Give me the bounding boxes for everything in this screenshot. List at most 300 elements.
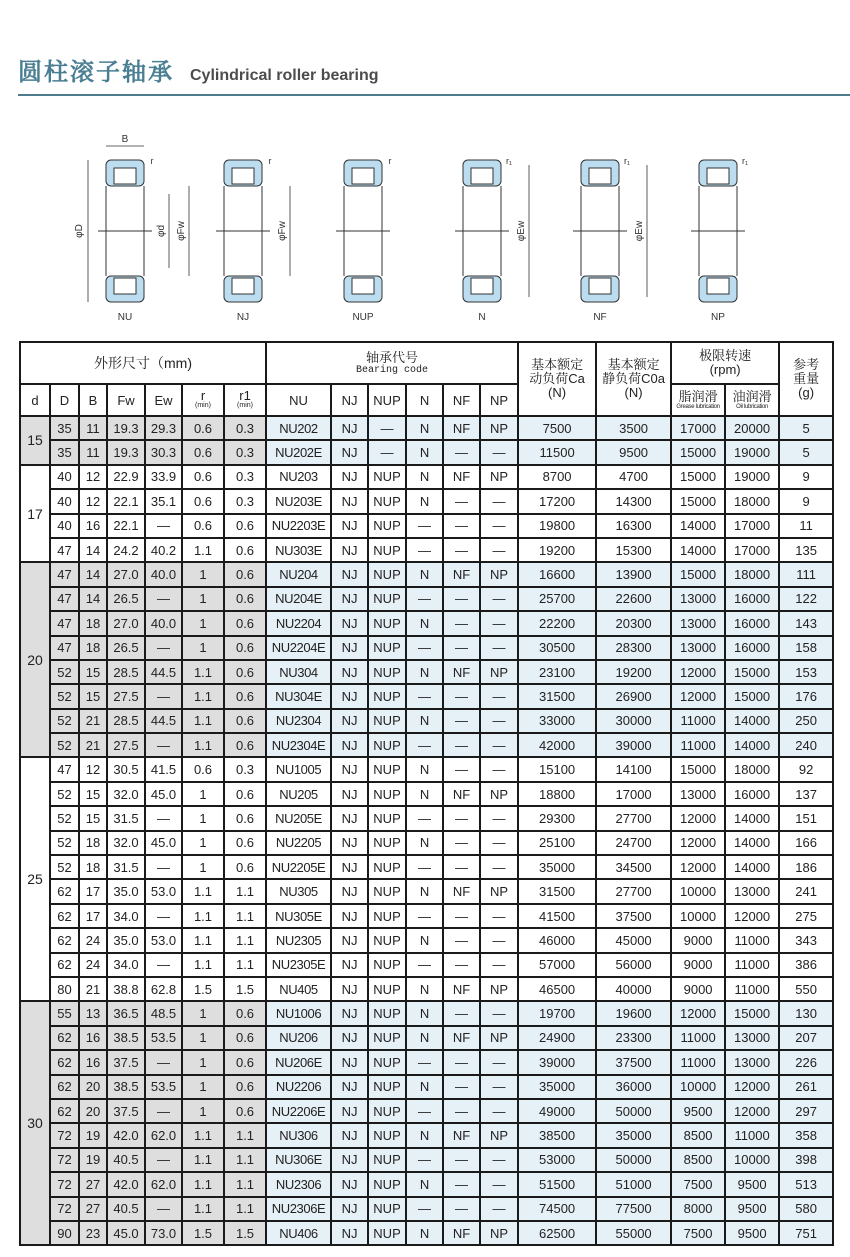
cell-B: 15: [79, 782, 107, 806]
cell-grease-speed: 13000: [671, 587, 725, 611]
cell-NUP: NUP: [368, 928, 406, 952]
cell-grease-speed: 8500: [671, 1123, 725, 1147]
cell-N: N: [406, 1001, 443, 1025]
cell-NUP: NUP: [368, 806, 406, 830]
cell-NU: NU304: [266, 660, 331, 684]
cell-Ew: —: [145, 1148, 182, 1172]
table-row: [20, 709, 833, 733]
cell-NJ: NJ: [331, 562, 368, 586]
cell-NF: NF: [443, 1221, 480, 1245]
table-row: [20, 1221, 833, 1245]
cell-D: 62: [50, 1050, 79, 1074]
cell-weight: 5: [779, 416, 833, 440]
cell-Fw: 35.0: [107, 928, 145, 952]
cell-weight: 241: [779, 879, 833, 903]
cell-oil-speed: 16000: [725, 782, 779, 806]
title-english: Cylindrical roller bearing: [190, 67, 379, 84]
cell-Ca: 46000: [518, 928, 596, 952]
cell-r: 1: [182, 1001, 224, 1025]
cell-B: 14: [79, 587, 107, 611]
title-chinese: 圆柱滚子轴承: [18, 58, 174, 86]
cell-Fw: 26.5: [107, 636, 145, 660]
cell-NP: —: [480, 757, 518, 781]
cell-C0a: 4700: [596, 465, 671, 489]
cell-C0a: 36000: [596, 1075, 671, 1099]
cell-NU: NU303E: [266, 538, 331, 562]
cell-grease-speed: 10000: [671, 879, 725, 903]
cell-NU: NU2304: [266, 709, 331, 733]
cell-D: 72: [50, 1197, 79, 1221]
cell-NU: NU203: [266, 465, 331, 489]
cell-C0a: 9500: [596, 440, 671, 464]
cell-grease-speed: 9500: [671, 1099, 725, 1123]
cell-r: 1.1: [182, 1172, 224, 1196]
cell-Ew: 45.0: [145, 831, 182, 855]
cell-C0a: 15300: [596, 538, 671, 562]
cell-NF: —: [443, 757, 480, 781]
table-row: [20, 806, 833, 830]
header-weight-line2: 重量: [793, 371, 820, 386]
cell-r1: 0.6: [224, 587, 266, 611]
cell-r: 1: [182, 562, 224, 586]
cell-NUP: NUP: [368, 855, 406, 879]
cell-r: 1: [182, 855, 224, 879]
cell-B: 27: [79, 1197, 107, 1221]
cell-r: 0.6: [182, 440, 224, 464]
diagram-nu-width-label: B: [121, 134, 129, 145]
cell-r1: 0.3: [224, 757, 266, 781]
cell-weight: 186: [779, 855, 833, 879]
cell-NU: NU202E: [266, 440, 331, 464]
col-grease-en: Grease lubrication: [676, 403, 720, 410]
table-row: [20, 757, 833, 781]
cell-NU: NU205: [266, 782, 331, 806]
cell-oil-speed: 18000: [725, 757, 779, 781]
cell-r: 1: [182, 611, 224, 635]
cell-Ca: 35000: [518, 1075, 596, 1099]
cell-NUP: NUP: [368, 684, 406, 708]
cell-weight: 135: [779, 538, 833, 562]
cell-Fw: 38.5: [107, 1026, 145, 1050]
cell-weight: 137: [779, 782, 833, 806]
table-row: [20, 684, 833, 708]
cell-NP: NP: [480, 977, 518, 1001]
diagram-n-corner-label: r₁: [505, 156, 513, 166]
diagram-nf-roller-top: [589, 168, 611, 184]
cell-Fw: 36.5: [107, 1001, 145, 1025]
cell-D: 52: [50, 684, 79, 708]
cell-Ew: 30.3: [145, 440, 182, 464]
cell-NJ: NJ: [331, 782, 368, 806]
cell-NUP: NUP: [368, 709, 406, 733]
cell-oil-speed: 20000: [725, 416, 779, 440]
cell-Ca: 74500: [518, 1197, 596, 1221]
cell-B: 24: [79, 928, 107, 952]
cell-NF: —: [443, 928, 480, 952]
diagram-n-roller-bottom: [471, 278, 493, 294]
cell-D: 72: [50, 1172, 79, 1196]
cell-r1: 0.6: [224, 684, 266, 708]
cell-grease-speed: 13000: [671, 611, 725, 635]
cell-N: —: [406, 1050, 443, 1074]
cell-D: 62: [50, 1075, 79, 1099]
cell-Ew: —: [145, 1197, 182, 1221]
cell-D: 62: [50, 1026, 79, 1050]
cell-N: —: [406, 806, 443, 830]
cell-N: —: [406, 514, 443, 538]
cell-oil-speed: 17000: [725, 538, 779, 562]
cell-B: 16: [79, 1050, 107, 1074]
cell-NJ: NJ: [331, 831, 368, 855]
cell-Ew: —: [145, 587, 182, 611]
cell-r: 0.6: [182, 465, 224, 489]
cell-NU: NU2205E: [266, 855, 331, 879]
cell-r: 1: [182, 636, 224, 660]
diagram-nu-fw-label: φFw: [176, 221, 187, 241]
cell-Ca: 23100: [518, 660, 596, 684]
cell-Ca: 11500: [518, 440, 596, 464]
col-Fw: Fw: [107, 384, 145, 416]
table-row: [20, 660, 833, 684]
cell-NP: NP: [480, 660, 518, 684]
cell-Fw: 40.5: [107, 1148, 145, 1172]
cell-r: 1.1: [182, 684, 224, 708]
cell-B: 21: [79, 709, 107, 733]
cell-Ca: 31500: [518, 684, 596, 708]
cell-C0a: 23300: [596, 1026, 671, 1050]
cell-Ew: —: [145, 806, 182, 830]
col-r1-min: (min): [237, 402, 253, 409]
cell-C0a: 20300: [596, 611, 671, 635]
table-row: [20, 1026, 833, 1050]
diagram-np-label: NP: [711, 312, 725, 323]
cell-Ew: 44.5: [145, 660, 182, 684]
cell-r1: 0.6: [224, 733, 266, 757]
table-row: [20, 416, 833, 440]
cell-NJ: NJ: [331, 1197, 368, 1221]
cell-NF: NF: [443, 782, 480, 806]
cell-Fw: 32.0: [107, 831, 145, 855]
cell-B: 18: [79, 855, 107, 879]
cell-Fw: 22.9: [107, 465, 145, 489]
cell-N: N: [406, 831, 443, 855]
cell-C0a: 19200: [596, 660, 671, 684]
cell-Ew: —: [145, 636, 182, 660]
cell-oil-speed: 11000: [725, 1123, 779, 1147]
cell-B: 19: [79, 1123, 107, 1147]
cell-C0a: 35000: [596, 1123, 671, 1147]
cell-grease-speed: 15000: [671, 489, 725, 513]
cell-r1: 0.3: [224, 489, 266, 513]
cell-Ew: 40.0: [145, 562, 182, 586]
col-oil-en: Oil lubrication: [736, 403, 769, 410]
cell-r: 1.1: [182, 879, 224, 903]
cell-r: 0.6: [182, 416, 224, 440]
cell-grease-speed: 12000: [671, 855, 725, 879]
cell-grease-speed: 7500: [671, 1172, 725, 1196]
cell-oil-speed: 16000: [725, 611, 779, 635]
cell-grease-speed: 15000: [671, 562, 725, 586]
header-bearing-code-cn: 轴承代号: [366, 349, 419, 365]
cell-D: 52: [50, 855, 79, 879]
cell-weight: 9: [779, 489, 833, 513]
cell-NP: —: [480, 636, 518, 660]
cell-B: 21: [79, 733, 107, 757]
col-NUP: NUP: [368, 384, 406, 416]
cell-NUP: NUP: [368, 1123, 406, 1147]
cell-grease-speed: 10000: [671, 1075, 725, 1099]
col-grease: [671, 384, 725, 416]
cell-Fw: 27.5: [107, 684, 145, 708]
cell-NU: NU306: [266, 1123, 331, 1147]
diagram-nf-corner-label: r₁: [623, 156, 631, 166]
cell-D: 72: [50, 1123, 79, 1147]
cell-Ca: 35000: [518, 855, 596, 879]
cell-grease-speed: 14000: [671, 514, 725, 538]
cell-weight: 153: [779, 660, 833, 684]
cell-grease-speed: 13000: [671, 636, 725, 660]
cell-Fw: 19.3: [107, 416, 145, 440]
cell-r: 0.6: [182, 489, 224, 513]
cell-D: 62: [50, 953, 79, 977]
cell-r: 1: [182, 806, 224, 830]
cell-oil-speed: 19000: [725, 465, 779, 489]
cell-N: —: [406, 538, 443, 562]
header-bearing-code: [266, 342, 518, 384]
header-weight-unit: (g): [798, 385, 815, 400]
diagram-nup-roller-bottom: [352, 278, 374, 294]
cell-NJ: NJ: [331, 879, 368, 903]
cell-r1: 0.3: [224, 416, 266, 440]
diagram-nj-corner-label: r: [268, 156, 272, 166]
cell-D: 62: [50, 904, 79, 928]
table-row: [20, 538, 833, 562]
table-row: [20, 587, 833, 611]
cell-weight: 580: [779, 1197, 833, 1221]
cell-NU: NU306E: [266, 1148, 331, 1172]
cell-r1: 1.5: [224, 977, 266, 1001]
cell-Fw: 34.0: [107, 904, 145, 928]
cell-grease-speed: 13000: [671, 782, 725, 806]
table-row: [20, 1099, 833, 1123]
cell-B: 20: [79, 1075, 107, 1099]
cell-oil-speed: 17000: [725, 514, 779, 538]
cell-r1: 0.6: [224, 855, 266, 879]
cell-grease-speed: 11000: [671, 1050, 725, 1074]
header-limit-speed: [671, 342, 779, 384]
cell-NJ: NJ: [331, 587, 368, 611]
cell-NF: NF: [443, 465, 480, 489]
cell-Ew: 35.1: [145, 489, 182, 513]
header-dynamic-load: [518, 342, 596, 416]
cell-weight: 207: [779, 1026, 833, 1050]
cell-D: 40: [50, 514, 79, 538]
col-N: N: [406, 384, 443, 416]
cell-NJ: NJ: [331, 660, 368, 684]
cell-NUP: NUP: [368, 1197, 406, 1221]
cell-NJ: NJ: [331, 977, 368, 1001]
spec-table: [19, 341, 834, 1246]
cell-r1: 0.6: [224, 562, 266, 586]
cell-Ew: 53.0: [145, 879, 182, 903]
cell-Ca: 19200: [518, 538, 596, 562]
cell-NF: NF: [443, 416, 480, 440]
cell-NP: —: [480, 1050, 518, 1074]
bearing-diagrams: [74, 130, 800, 330]
cell-NUP: NUP: [368, 1221, 406, 1245]
table-row: [20, 782, 833, 806]
cell-NU: NU2305E: [266, 953, 331, 977]
cell-NP: —: [480, 587, 518, 611]
cell-N: N: [406, 928, 443, 952]
cell-grease-speed: 11000: [671, 709, 725, 733]
cell-N: N: [406, 611, 443, 635]
cell-oil-speed: 18000: [725, 489, 779, 513]
cell-r1: 1.1: [224, 904, 266, 928]
cell-NF: —: [443, 855, 480, 879]
cell-N: —: [406, 684, 443, 708]
cell-C0a: 56000: [596, 953, 671, 977]
cell-NJ: NJ: [331, 1050, 368, 1074]
header-static-load-unit: (N): [624, 385, 643, 400]
cell-grease-speed: 12000: [671, 831, 725, 855]
cell-weight: 130: [779, 1001, 833, 1025]
cell-NU: NU206: [266, 1026, 331, 1050]
cell-grease-speed: 8500: [671, 1148, 725, 1172]
cell-r1: 0.6: [224, 1075, 266, 1099]
cell-NU: NU2305: [266, 928, 331, 952]
header-weight: [779, 342, 833, 416]
cell-Fw: 24.2: [107, 538, 145, 562]
col-r1-label: r1: [239, 388, 251, 403]
cell-C0a: 51000: [596, 1172, 671, 1196]
cell-oil-speed: 19000: [725, 440, 779, 464]
cell-N: N: [406, 1123, 443, 1147]
cell-D: 90: [50, 1221, 79, 1245]
cell-NJ: NJ: [331, 1099, 368, 1123]
cell-NJ: NJ: [331, 1001, 368, 1025]
cell-NUP: NUP: [368, 1172, 406, 1196]
cell-D: 47: [50, 562, 79, 586]
cell-Ca: 7500: [518, 416, 596, 440]
table-row: [20, 953, 833, 977]
cell-NF: NF: [443, 562, 480, 586]
cell-C0a: 13900: [596, 562, 671, 586]
cell-NP: —: [480, 684, 518, 708]
cell-B: 14: [79, 538, 107, 562]
cell-r: 1.1: [182, 660, 224, 684]
cell-NUP: —: [368, 440, 406, 464]
cell-r1: 1.1: [224, 1123, 266, 1147]
cell-Ca: 57000: [518, 953, 596, 977]
cell-B: 13: [79, 1001, 107, 1025]
cell-d: 30: [20, 1001, 50, 1245]
cell-NF: NF: [443, 660, 480, 684]
cell-NF: —: [443, 733, 480, 757]
cell-Ew: 53.0: [145, 928, 182, 952]
cell-NP: —: [480, 733, 518, 757]
cell-r1: 0.6: [224, 709, 266, 733]
cell-Ca: 16600: [518, 562, 596, 586]
cell-B: 18: [79, 611, 107, 635]
cell-NF: —: [443, 904, 480, 928]
cell-r: 1.1: [182, 953, 224, 977]
header-dynamic-load-line1: 基本额定: [531, 357, 584, 372]
cell-NUP: NUP: [368, 1026, 406, 1050]
cell-Ca: 33000: [518, 709, 596, 733]
cell-oil-speed: 14000: [725, 709, 779, 733]
cell-weight: 9: [779, 465, 833, 489]
cell-NU: NU206E: [266, 1050, 331, 1074]
cell-Ew: 62.0: [145, 1123, 182, 1147]
cell-C0a: 19600: [596, 1001, 671, 1025]
header-static-load: [596, 342, 671, 416]
cell-NP: NP: [480, 879, 518, 903]
cell-NJ: NJ: [331, 757, 368, 781]
cell-B: 14: [79, 562, 107, 586]
cell-NUP: NUP: [368, 1099, 406, 1123]
cell-C0a: 39000: [596, 733, 671, 757]
cell-r: 1.1: [182, 538, 224, 562]
cell-Ca: 18800: [518, 782, 596, 806]
cell-Fw: 42.0: [107, 1123, 145, 1147]
cell-oil-speed: 9500: [725, 1197, 779, 1221]
cell-B: 18: [79, 636, 107, 660]
cell-Ew: —: [145, 733, 182, 757]
col-NF: NF: [443, 384, 480, 416]
table-row: [20, 562, 833, 586]
cell-r: 1.1: [182, 1123, 224, 1147]
cell-r: 1: [182, 1075, 224, 1099]
cell-D: 62: [50, 879, 79, 903]
header-dimensions: 外形尺寸（mm): [20, 342, 266, 384]
cell-weight: 398: [779, 1148, 833, 1172]
table-row: [20, 1148, 833, 1172]
cell-NP: NP: [480, 562, 518, 586]
diagram-np-corner-label: r₁: [741, 156, 749, 166]
cell-NUP: NUP: [368, 904, 406, 928]
cell-C0a: 28300: [596, 636, 671, 660]
cell-N: N: [406, 465, 443, 489]
cell-B: 11: [79, 416, 107, 440]
diagram-nu-label: NU: [117, 312, 133, 323]
cell-N: —: [406, 855, 443, 879]
cell-grease-speed: 9000: [671, 928, 725, 952]
cell-D: 72: [50, 1148, 79, 1172]
cell-d: 15: [20, 416, 50, 465]
cell-r1: 0.6: [224, 831, 266, 855]
diagram-n-roller-top: [471, 168, 493, 184]
cell-B: 15: [79, 806, 107, 830]
cell-oil-speed: 14000: [725, 831, 779, 855]
cell-r: 1.1: [182, 928, 224, 952]
title-divider: [18, 94, 850, 96]
cell-Fw: 42.0: [107, 1172, 145, 1196]
cell-r1: 0.6: [224, 1099, 266, 1123]
cell-r1: 0.6: [224, 1026, 266, 1050]
cell-NP: —: [480, 1001, 518, 1025]
cell-grease-speed: 15000: [671, 440, 725, 464]
cell-Fw: 31.5: [107, 806, 145, 830]
cell-B: 15: [79, 684, 107, 708]
cell-Fw: 27.0: [107, 611, 145, 635]
col-NJ: NJ: [331, 384, 368, 416]
header-dynamic-load-line2: 动负荷Ca: [529, 371, 585, 386]
cell-Fw: 28.5: [107, 660, 145, 684]
cell-N: N: [406, 562, 443, 586]
cell-D: 47: [50, 538, 79, 562]
cell-NP: —: [480, 440, 518, 464]
